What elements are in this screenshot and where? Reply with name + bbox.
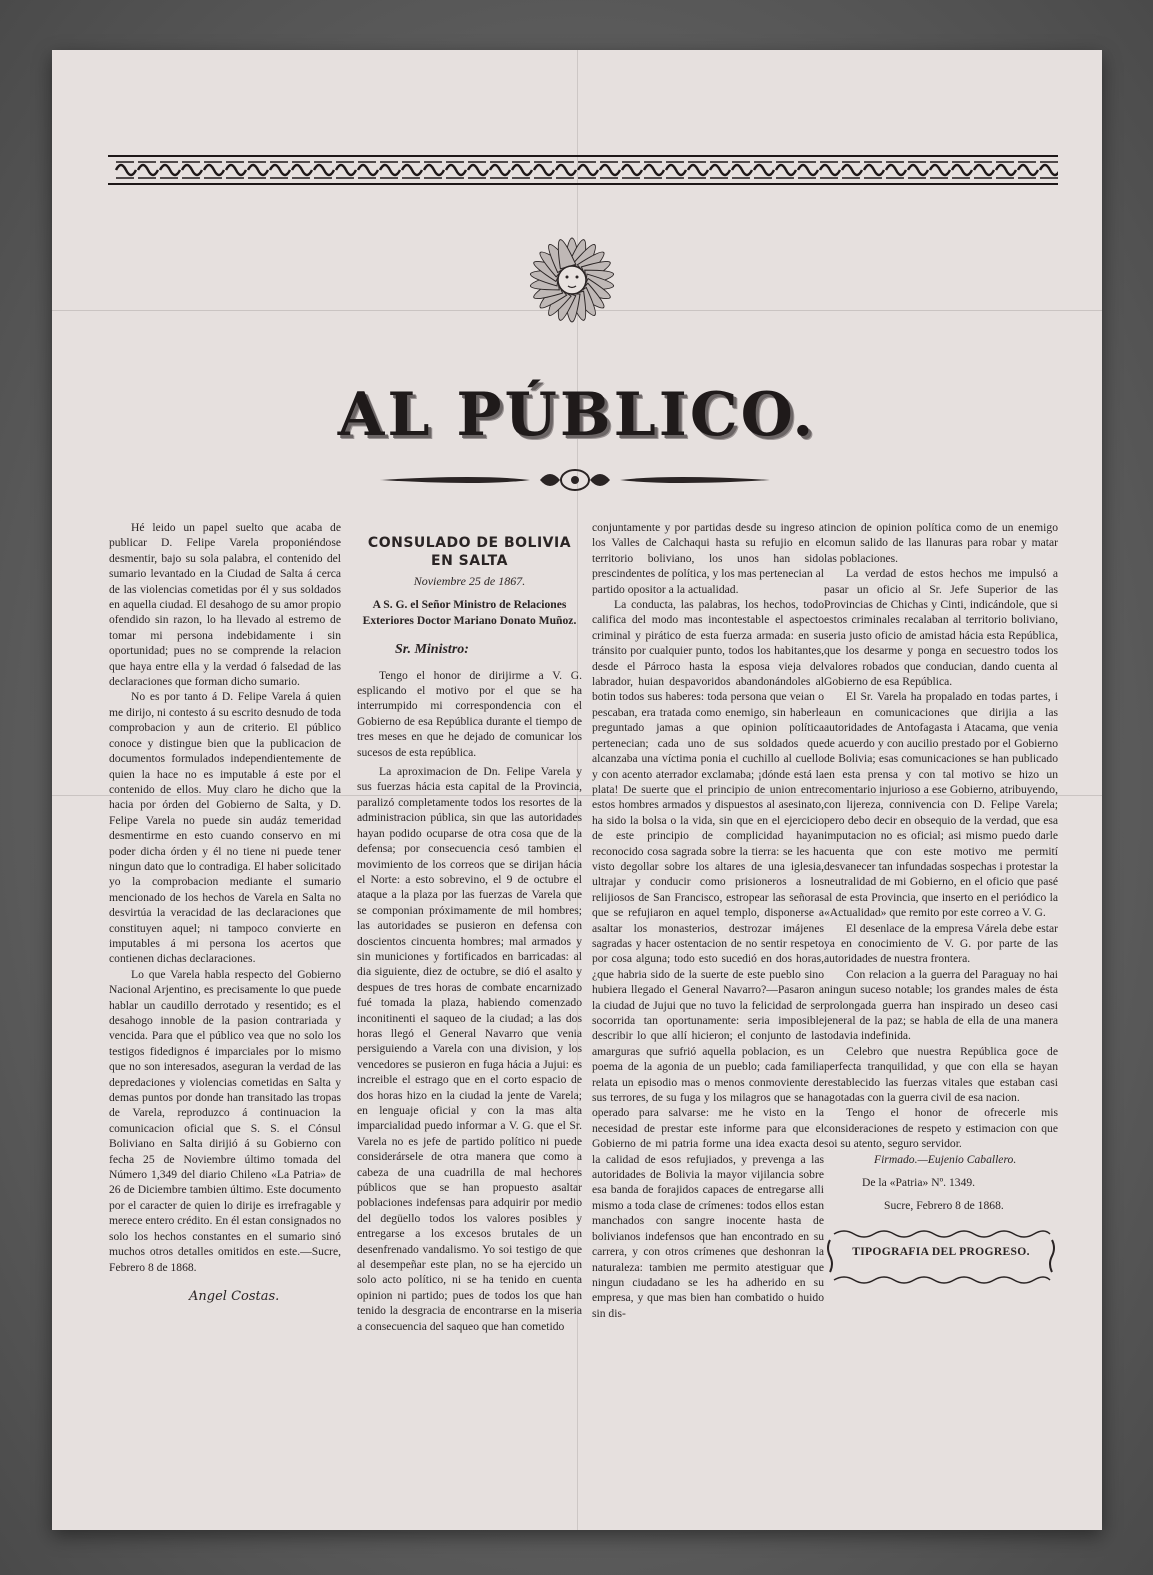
column-4 [824, 520, 1058, 1276]
printer-name: TIPOGRAFIA DEL PROGRESO. [852, 1244, 1030, 1258]
consulate-heading: CONSULADO DE BOLIVIA [367, 535, 572, 551]
column-2 [357, 520, 582, 1334]
source-line: De la «Patria» Nº. 1349. [862, 1176, 976, 1190]
column-1 [109, 520, 341, 1304]
paragraph: El desenlace de la empresa Várela debe estar ya en conocimiento de V. G. por parte de las autoridades de nuestra frontera. [824, 921, 1058, 966]
paragraph: Hé leido un papel suelto que acaba de publicar D. Felipe Varela proponiéndose desmentir, bajo su sola palabra, el contenido del sumario levantado en la Ciudad de Salta á cerca de las violencias cometidas por él y sus soldados en aquella ciudad. El desahogo de su amor propio ofendido sin razon, lo ha llevado al estremo de tomar mi persona indebidamente i sin oportunidad; pues no se comprende la relacion que haya entre ella y la verdad ó falsedad de las declaraciones que forman dicho sumario. [109, 521, 341, 689]
sun-emblem [493, 208, 651, 348]
paragraph: Tengo el honor de ofrecerle mis consideraciones de respeto y estimacion con que soi su atento, seguro servidor. [824, 1106, 1058, 1151]
paragraph: El Sr. Varela ha propalado en todas partes, i aun en comunicaciones que dirijia a las autoridades de Antofagasta i Atacama, que venia de acuerdo y con aucilio prestado por el Gobierno de Bolivia; esas comunicaciones se han publicado en esta prensa y con tal motivo se hizo un comentario injurioso a ese Gobierno, atribuyendo, con lijereza, connivencia con D. Felipe Varela; pero debo decir en obsequio de la verdad, que esa imputacion no es oficial; asi mismo puedo darle cuenta que con este motivo me permití desvanecer tan infundadas sospechas i protestar la neutralidad de mi Gobierno, en el oficio que pasé al de esta Provincia, que inserto en el periódico la «Actualidad» que remito por este correo a V. G. [824, 690, 1058, 920]
page-title: AL PÚBLICO. [337, 380, 817, 450]
salutation: Sr. Ministro: [395, 642, 469, 658]
paragraph: Celebro que nuestra República goce de perfecta tranquilidad, y que con ella se hayan restablecido las fuerzas vitales que estaban casi agotadas con la guerra civil de esa nacion. [824, 1044, 1058, 1105]
paragraph: Con relacion a la guerra del Paraguay no hai ningun suceso notable; los grandes males de ésta prolongada guerra han inspirado un deseo casi jeneral de la paz; se habla de ella de una manera todavia indefinida. [824, 967, 1058, 1043]
paragraph: tincion de opinion política como de un enemigo comun salido de las llanuras para robar y matar las poblaciones. [824, 521, 1058, 565]
ornamental-border [108, 150, 1058, 190]
column-3 [592, 520, 824, 1321]
dateline: Noviembre 25 de 1867. [413, 574, 526, 588]
place-date: Sucre, Febrero 8 de 1868. [884, 1199, 1004, 1213]
signature: Angel Costas. [189, 1288, 280, 1304]
paragraph: No es por tanto á D. Felipe Varela á quien me dirijo, ni contesto á su escrito desnudo de toda comprobacion y aun de criterio. El público conoce y distingue bien que la publicacion de documentos formulados independientemente de quien la hace no es imputable á este por el contenido de ellos. Muy claro he dicho que la hacia por órden del Gobierno de Salta, y D. Felipe Varela no puede sin audáz temeridad desmentirme en esto cuando conservo en mi poder dicha órden y él no tiene ni puede tener ningun dato que lo contradiga. El haber solicitado yo la comprobacion mediante el sumario mencionado de los hechos de Varela en Salta no desvirtúa la veracidad de las declaraciones que constituyen aquel; ni tampoco convierte en imputables á mi persona los acertos que contienen dichas declaraciones. [109, 690, 341, 966]
printer-imprint [824, 1226, 1058, 1276]
title-ornament [380, 466, 770, 494]
paragraph: conjuntamente y por partidas desde su ingreso a los Valles de Calchaqui hasta su refujio en el territorio boliviano, los unos han sido prescindentes de política, y los mas pertenecian al partido opositor a la actualidad. [592, 521, 824, 596]
paragraph: Lo que Varela habla respecto del Gobierno Nacional Arjentino, es precisamente lo que puede hablar un caudillo derrotado y resentido; es el desahogo innoble de la pasion contrariada y vencida. Para que el público vea que no solo los testigos fidedignos é imparciales por lo mismo que no son interesados, aseguran la verdad de las depredaciones y violencias cometidas en Salta y demas puntos por donde han transitado las tropas de Varela, reproduzco á continuacion la comunicacion oficial que S. S. el Cónsul Boliviano en Salta dirijió á su Gobierno con fecha 25 de Noviembre último tomada del Número 1,349 del diario Chileno «La Patria» de 26 de Diciembre tambien último. Este documento por el caracter de quien lo dirije es irrefragable y merece entero crédito. En él estan consignados no solo los hechos constantes en el sumario sinó muchos otros detalles omitidos en este.—Sucre, Febrero 8 de 1868. [109, 967, 341, 1274]
broadsheet [52, 50, 1102, 1530]
signed-line: Firmado.—Eujenio Caballero. [874, 1152, 1017, 1166]
paragraph: Tengo el honor de dirijirme a V. G. esplicando el motivo por el que se ha interrumpido mi correspondencia con el Gobierno de esa República durante el tiempo de tres meses en que he dejado de comunicar los sucesos de esta república. [357, 668, 582, 759]
paragraph: La verdad de estos hechos me impulsó a pasar un oficio al Sr. Jefe Superior de las Provincias de Chichas y Cinti, indicándole, que si estos criminales recalaban al territorio boliviano, seria justo oficio de amistad hácia esta República, que los desarme y ponga en secuestro todos los valores robados que conducian, dando cuenta al Gobierno de esa República. [824, 567, 1058, 689]
consulate-heading-sub: EN SALTA [431, 553, 508, 569]
paragraph: La conducta, las palabras, los hechos, todo califica del modo mas incontestable el aspecto criminal y pirático de esta fuerza armada: en su tránsito por cualquier punto, todos los habitantes, desde el Párroco hasta la esposa vieja del labrador, huian despavoridos abandonándoles al botin todos sus haberes: toda persona que veian o pescaban, era tratada como enemigo, sin haberle preguntado jamas a que opinion política pertenecian; cada uno de sus soldados que alcanzaba una víctima ponia el cuchillo al cuello y con acento aterrador exclamaba; ¡dónde está la plata! De suerte que el principio de union entre estos hombres armados y dispuestos al asesinato, ha sido la bolsa o la vida, sin que en el ejercicio de este principio de complicidad hayan reconocido cosa sagrada sobre la tierra: se les ha visto degollar sobre los altares de una iglesia, ultrajar y conducir como prisioneros a los relijiosos de San Francisco, estropear las señoras que se refujiaron en aquel templo, disponerse a asaltar los monasterios, destrozar imájenes sagradas y hacer ostentacion de no sentir respeto por cosa alguna; todo esto sucedió en dos horas, ¿que habria sido de la suerte de este pueblo sino hubiera llegado el General Navarro?—Pasaron a la ciudad de Jujui que no tuvo la felicidad de ser socorrida tan oportunamente: seria imposible describir lo que allí hicieron; el conjunto de las amarguras que sufrió aquella poblacion, es un poema de la agonia de un pueblo; cada familia relata un episodio mas o menos conmoviente de sus terrores, de su fuga y los milagros que se han operado para salvarse: me he visto en la necesidad de prestar este informe para que el Gobierno de mi patria forme una idea exacta de la calidad de esos refujiados, y prevenga a las autoridades de Bolivia la mayor vijilancia sobre esa banda de forajidos capaces de entregarse alli mismo a toda clase de crímenes: todos ellos estan manchados con sangre inocente hasta de bolivianos indefensos que han encontrado en su carrera, y con otros crímenes que deshonran la naturaleza: tambien me permito atestiguar que ningun ciudadano se les ha adherido en su empresa, y que mas bien han combatido o huido sin dis- [592, 598, 824, 1320]
addressee: A S. G. el Señor Ministro de Relaciones Exteriores Doctor Mariano Donato Muñoz. [362, 598, 577, 627]
paragraph: La aproximacion de Dn. Felipe Varela y sus fuerzas hácia esta capital de la Provincia, paralizó completamente todos los resortes de la administracion pública, sin que las autoridades hayan podido ocuparse de otra cosa que de la defensa; por consecuencia cesó tambien el movimiento de los correos que se dirijan hácia el Norte: a esto sobrevino, el 9 de octubre el ataque a la plaza por las fuerzas de Varela que se componian próximamente de mil hombres; las autoridades se pusieron en defensa con doscientos cincuenta hombres; mal armados y sin municiones y fortificados en barricadas: al dia siguiente, diez de octubre, se dió el asalto y despues de tres horas de combate encarnizado fué tomada la plaza, habiendo comenzado inconitinenti el saqueo de la ciudad; a las dos horas llegó el General Navarro que venia persiguiendo a Varela con una division, y los vencedores se pusieron en fuga hácia a Jujui: es increible el estrago que en el corto espacio de dos horas hizo en la ciudad la jente de Varela; en lenguaje oficial y con la mas alta imparcialidad puedo informar a V. G. que el Sr. Varela no es jefe de partido político ni puede considerársele de otra manera que como a cabeza de una cuadrilla de mal hechores públicos que se han propuesto asaltar poblaciones indefensas para adquirir por medio del degüello todos los valores posibles y entregarse a los excesos brutales de un desenfrenado vandalismo. Yo soi testigo de que al desempeñar este plan, no se ha ejercido un solo acto político, ni se ha tenido en cuenta opinion ni partido; pues de todos los que han tenido la desgracia de encontrarse en la miseria a consecuencia del saqueo que han cometido [357, 765, 582, 1333]
